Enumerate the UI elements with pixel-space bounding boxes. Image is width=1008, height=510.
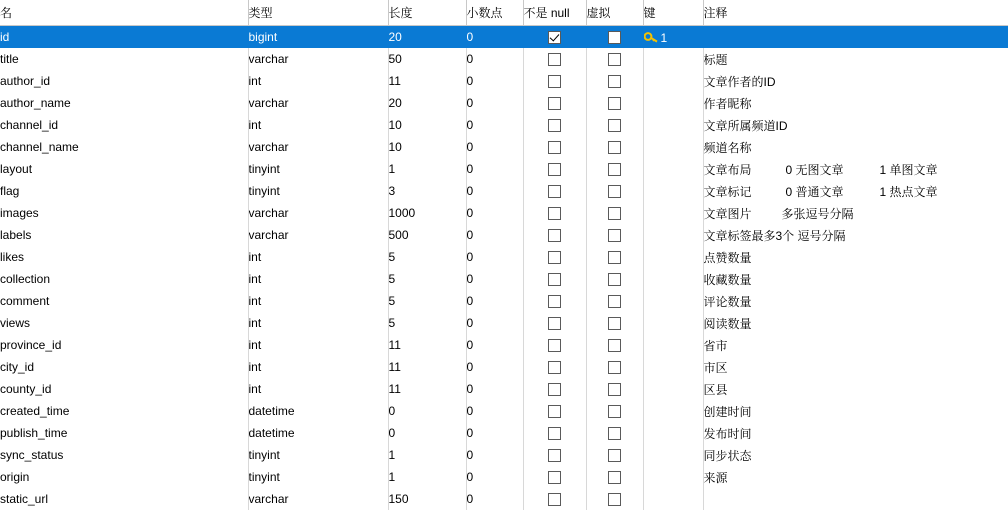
table-row[interactable]	[0, 466, 1008, 488]
cell-virtual-checkbox[interactable]	[586, 488, 643, 510]
checkbox-icon[interactable]	[608, 75, 621, 88]
checkbox-icon[interactable]	[608, 317, 621, 330]
cell-field-name[interactable]: title	[0, 48, 248, 70]
cell-field-type[interactable]: int	[248, 268, 388, 290]
cell-field-decimals[interactable]: 0	[466, 48, 523, 70]
checkbox-icon[interactable]	[608, 119, 621, 132]
cell-field-name[interactable]: id	[0, 26, 248, 49]
table-row[interactable]	[0, 356, 1008, 378]
cell-not-null-checkbox[interactable]	[523, 312, 586, 334]
cell-not-null-checkbox[interactable]	[523, 400, 586, 422]
cell-field-type[interactable]: datetime	[248, 422, 388, 444]
cell-field-type[interactable]: int	[248, 290, 388, 312]
cell-field-length[interactable]: 11	[388, 356, 466, 378]
cell-not-null-checkbox[interactable]	[523, 48, 586, 70]
cell-comment[interactable]	[703, 136, 1008, 158]
table-row[interactable]	[0, 246, 1008, 268]
header-not-null[interactable]: 不是 null	[523, 0, 586, 26]
checkbox-icon[interactable]	[548, 53, 561, 66]
comment-text: 文章标签最多3个 逗号分隔	[704, 229, 846, 243]
cell-field-length[interactable]: 11	[388, 378, 466, 400]
table-row[interactable]	[0, 158, 1008, 180]
comment-text: 标题	[704, 53, 728, 67]
cell-not-null-checkbox[interactable]	[523, 488, 586, 510]
cell-comment[interactable]	[703, 268, 1008, 290]
cell-field-type[interactable]: varchar	[248, 92, 388, 114]
header-key[interactable]: 键	[643, 0, 703, 26]
comment-text: 来源	[704, 471, 728, 485]
comment-text: 评论数量	[704, 295, 752, 309]
cell-field-type[interactable]: tinyint	[248, 180, 388, 202]
comment-text: 文章标记	[704, 185, 752, 199]
grid-header-row	[0, 0, 1008, 26]
cell-field-type[interactable]: varchar	[248, 224, 388, 246]
cell-field-type[interactable]: tinyint	[248, 158, 388, 180]
cell-field-name[interactable]: views	[0, 312, 248, 334]
checkbox-icon[interactable]	[548, 251, 561, 264]
cell-field-length[interactable]: 5	[388, 268, 466, 290]
cell-field-length[interactable]: 11	[388, 70, 466, 92]
cell-field-type[interactable]: int	[248, 70, 388, 92]
cell-comment[interactable]	[703, 246, 1008, 268]
cell-comment[interactable]	[703, 488, 1008, 510]
cell-field-type[interactable]: varchar	[248, 48, 388, 70]
checkbox-icon[interactable]	[608, 31, 621, 44]
cell-virtual-checkbox[interactable]	[586, 26, 643, 49]
cell-field-type[interactable]: int	[248, 246, 388, 268]
cell-field-type[interactable]: int	[248, 334, 388, 356]
cell-field-name[interactable]: collection	[0, 268, 248, 290]
table-row[interactable]	[0, 114, 1008, 136]
checkbox-icon[interactable]	[548, 97, 561, 110]
cell-field-name[interactable]: province_id	[0, 334, 248, 356]
cell-not-null-checkbox[interactable]	[523, 444, 586, 466]
cell-virtual-checkbox[interactable]	[586, 334, 643, 356]
checkbox-icon[interactable]	[608, 273, 621, 286]
cell-comment[interactable]	[703, 158, 1008, 180]
cell-field-name[interactable]: author_id	[0, 70, 248, 92]
cell-field-decimals[interactable]: 0	[466, 488, 523, 510]
checkbox-icon[interactable]	[608, 251, 621, 264]
cell-field-length[interactable]: 500	[388, 224, 466, 246]
cell-field-length[interactable]: 10	[388, 114, 466, 136]
cell-not-null-checkbox[interactable]	[523, 114, 586, 136]
cell-virtual-checkbox[interactable]	[586, 246, 643, 268]
cell-field-name[interactable]: author_name	[0, 92, 248, 114]
cell-not-null-checkbox[interactable]	[523, 70, 586, 92]
header-length[interactable]: 长度	[388, 0, 466, 26]
cell-field-name[interactable]: labels	[0, 224, 248, 246]
checkbox-icon[interactable]	[608, 405, 621, 418]
cell-comment[interactable]	[703, 202, 1008, 224]
cell-field-decimals[interactable]: 0	[466, 224, 523, 246]
cell-key[interactable]	[643, 158, 703, 180]
comment-text: 频道名称	[704, 141, 752, 155]
cell-comment[interactable]	[703, 378, 1008, 400]
cell-key[interactable]	[643, 268, 703, 290]
cell-comment[interactable]	[703, 224, 1008, 246]
checkbox-icon[interactable]	[548, 317, 561, 330]
comment-option-0: 0 普通文章	[786, 183, 844, 200]
comment-option-1: 1 热点文章	[880, 183, 938, 200]
cell-virtual-checkbox[interactable]	[586, 466, 643, 488]
comment-text: 点赞数量	[704, 251, 752, 265]
cell-virtual-checkbox[interactable]	[586, 268, 643, 290]
comment-text: 省市	[704, 339, 728, 353]
cell-not-null-checkbox[interactable]	[523, 466, 586, 488]
comment-text: 文章图片	[704, 207, 752, 221]
table-row[interactable]	[0, 400, 1008, 422]
cell-not-null-checkbox[interactable]	[523, 136, 586, 158]
checkbox-icon[interactable]	[608, 339, 621, 352]
table-row[interactable]	[0, 70, 1008, 92]
checkbox-icon[interactable]	[608, 229, 621, 242]
table-row[interactable]	[0, 202, 1008, 224]
cell-not-null-checkbox[interactable]	[523, 356, 586, 378]
checkbox-icon[interactable]	[548, 163, 561, 176]
table-row[interactable]	[0, 26, 1008, 49]
cell-not-null-checkbox[interactable]	[523, 422, 586, 444]
checkbox-icon[interactable]	[608, 427, 621, 440]
checkbox-icon[interactable]	[608, 361, 621, 374]
cell-field-decimals[interactable]: 0	[466, 136, 523, 158]
checkbox-icon[interactable]	[548, 229, 561, 242]
cell-field-type[interactable]: tinyint	[248, 466, 388, 488]
cell-key[interactable]	[643, 70, 703, 92]
cell-field-type[interactable]: datetime	[248, 400, 388, 422]
comment-option-1: 1 单图文章	[880, 161, 938, 178]
cell-field-name[interactable]: likes	[0, 246, 248, 268]
cell-field-decimals[interactable]: 0	[466, 268, 523, 290]
cell-virtual-checkbox[interactable]	[586, 48, 643, 70]
cell-not-null-checkbox[interactable]	[523, 268, 586, 290]
cell-key[interactable]	[643, 48, 703, 70]
cell-comment[interactable]	[703, 70, 1008, 92]
cell-virtual-checkbox[interactable]	[586, 70, 643, 92]
comment-note: 多张逗号分隔	[782, 205, 854, 222]
cell-field-decimals[interactable]: 0	[466, 466, 523, 488]
checkbox-icon[interactable]	[608, 163, 621, 176]
cell-field-type[interactable]: tinyint	[248, 444, 388, 466]
cell-field-decimals[interactable]: 0	[466, 246, 523, 268]
cell-comment[interactable]	[703, 92, 1008, 114]
cell-field-name[interactable]: static_url	[0, 488, 248, 510]
cell-field-decimals[interactable]: 0	[466, 158, 523, 180]
cell-field-length[interactable]: 20	[388, 92, 466, 114]
cell-key[interactable]	[643, 334, 703, 356]
header-name[interactable]: 名	[0, 0, 248, 26]
checkbox-icon[interactable]	[548, 471, 561, 484]
cell-comment[interactable]	[703, 290, 1008, 312]
cell-field-name[interactable]: created_time	[0, 400, 248, 422]
checkbox-icon[interactable]	[608, 493, 621, 506]
cell-field-length[interactable]: 3	[388, 180, 466, 202]
checkbox-icon[interactable]	[608, 383, 621, 396]
primary-key-icon	[644, 32, 658, 43]
table-row[interactable]	[0, 488, 1008, 510]
checkbox-icon[interactable]	[548, 75, 561, 88]
cell-field-decimals[interactable]: 0	[466, 312, 523, 334]
comment-text: 文章布局	[704, 163, 752, 177]
cell-virtual-checkbox[interactable]	[586, 202, 643, 224]
cell-field-name[interactable]: layout	[0, 158, 248, 180]
table-row[interactable]	[0, 312, 1008, 334]
cell-field-length[interactable]: 11	[388, 334, 466, 356]
cell-field-decimals[interactable]: 0	[466, 290, 523, 312]
cell-field-name[interactable]: images	[0, 202, 248, 224]
cell-field-name[interactable]: flag	[0, 180, 248, 202]
cell-field-decimals[interactable]: 0	[466, 26, 523, 49]
checkbox-icon[interactable]	[608, 53, 621, 66]
cell-field-length[interactable]: 5	[388, 246, 466, 268]
cell-virtual-checkbox[interactable]	[586, 180, 643, 202]
cell-comment[interactable]	[703, 422, 1008, 444]
cell-field-name[interactable]: county_id	[0, 378, 248, 400]
comment-text: 同步状态	[704, 449, 752, 463]
header-virtual[interactable]: 虚拟	[586, 0, 643, 26]
cell-virtual-checkbox[interactable]	[586, 444, 643, 466]
table-row[interactable]	[0, 268, 1008, 290]
cell-field-decimals[interactable]: 0	[466, 70, 523, 92]
cell-field-length[interactable]: 5	[388, 290, 466, 312]
checkbox-icon[interactable]	[548, 449, 561, 462]
cell-field-length[interactable]: 20	[388, 26, 466, 49]
checkbox-icon[interactable]	[608, 97, 621, 110]
cell-field-name[interactable]: channel_name	[0, 136, 248, 158]
cell-field-decimals[interactable]: 0	[466, 334, 523, 356]
checkbox-icon[interactable]	[608, 185, 621, 198]
cell-key[interactable]	[643, 202, 703, 224]
checkbox-icon[interactable]	[608, 207, 621, 220]
checkbox-icon[interactable]	[608, 141, 621, 154]
cell-not-null-checkbox[interactable]	[523, 334, 586, 356]
cell-comment[interactable]	[703, 334, 1008, 356]
cell-key[interactable]	[643, 466, 703, 488]
cell-virtual-checkbox[interactable]	[586, 136, 643, 158]
cell-virtual-checkbox[interactable]	[586, 378, 643, 400]
checkbox-icon[interactable]	[548, 31, 561, 44]
table-row[interactable]	[0, 48, 1008, 70]
header-type[interactable]: 类型	[248, 0, 388, 26]
table-row[interactable]	[0, 92, 1008, 114]
cell-field-length[interactable]: 0	[388, 422, 466, 444]
cell-not-null-checkbox[interactable]	[523, 202, 586, 224]
cell-field-decimals[interactable]: 0	[466, 356, 523, 378]
cell-field-type[interactable]: bigint	[248, 26, 388, 49]
cell-virtual-checkbox[interactable]	[586, 92, 643, 114]
cell-field-name[interactable]: channel_id	[0, 114, 248, 136]
table-row[interactable]	[0, 290, 1008, 312]
cell-field-type[interactable]: int	[248, 114, 388, 136]
comment-text: 发布时间	[704, 427, 752, 441]
cell-field-length[interactable]: 1	[388, 444, 466, 466]
table-row[interactable]	[0, 334, 1008, 356]
checkbox-icon[interactable]	[548, 339, 561, 352]
cell-key[interactable]	[643, 422, 703, 444]
comment-text: 文章所属频道ID	[704, 119, 788, 133]
comment-text: 作者昵称	[704, 97, 752, 111]
checkbox-icon[interactable]	[548, 185, 561, 198]
checkbox-icon[interactable]	[608, 471, 621, 484]
cell-virtual-checkbox[interactable]	[586, 114, 643, 136]
header-decimals[interactable]: 小数点	[466, 0, 523, 26]
cell-not-null-checkbox[interactable]	[523, 246, 586, 268]
cell-virtual-checkbox[interactable]	[586, 290, 643, 312]
cell-field-type[interactable]: varchar	[248, 202, 388, 224]
cell-field-decimals[interactable]: 0	[466, 444, 523, 466]
cell-field-decimals[interactable]: 0	[466, 114, 523, 136]
cell-field-decimals[interactable]: 0	[466, 378, 523, 400]
cell-comment[interactable]	[703, 180, 1008, 202]
cell-key[interactable]	[643, 246, 703, 268]
comment-text: 市区	[704, 361, 728, 375]
cell-field-length[interactable]: 150	[388, 488, 466, 510]
cell-key[interactable]	[643, 356, 703, 378]
cell-virtual-checkbox[interactable]	[586, 400, 643, 422]
cell-field-decimals[interactable]: 0	[466, 92, 523, 114]
comment-option-0: 0 无图文章	[786, 161, 844, 178]
cell-virtual-checkbox[interactable]	[586, 422, 643, 444]
cell-virtual-checkbox[interactable]	[586, 158, 643, 180]
comment-text: 收藏数量	[704, 273, 752, 287]
table-row[interactable]	[0, 444, 1008, 466]
cell-not-null-checkbox[interactable]	[523, 224, 586, 246]
cell-field-type[interactable]: int	[248, 312, 388, 334]
cell-key[interactable]	[643, 290, 703, 312]
cell-not-null-checkbox[interactable]	[523, 180, 586, 202]
cell-field-type[interactable]: int	[248, 378, 388, 400]
checkbox-icon[interactable]	[548, 361, 561, 374]
cell-field-length[interactable]: 50	[388, 48, 466, 70]
table-row[interactable]	[0, 136, 1008, 158]
table-row[interactable]	[0, 224, 1008, 246]
cell-field-type[interactable]: varchar	[248, 488, 388, 510]
cell-field-name[interactable]: comment	[0, 290, 248, 312]
cell-comment[interactable]	[703, 466, 1008, 488]
cell-virtual-checkbox[interactable]	[586, 356, 643, 378]
checkbox-icon[interactable]	[548, 493, 561, 506]
cell-field-decimals[interactable]: 0	[466, 422, 523, 444]
cell-not-null-checkbox[interactable]	[523, 26, 586, 49]
cell-key[interactable]	[643, 444, 703, 466]
cell-virtual-checkbox[interactable]	[586, 224, 643, 246]
cell-not-null-checkbox[interactable]	[523, 158, 586, 180]
cell-key[interactable]	[643, 378, 703, 400]
cell-comment[interactable]	[703, 400, 1008, 422]
comment-text: 创建时间	[704, 405, 752, 419]
cell-field-decimals[interactable]: 0	[466, 202, 523, 224]
comment-text: 区县	[704, 383, 728, 397]
cell-field-length[interactable]: 1000	[388, 202, 466, 224]
cell-field-name[interactable]: origin	[0, 466, 248, 488]
cell-key[interactable]	[643, 312, 703, 334]
key-order-number: 1	[661, 30, 668, 44]
cell-field-name[interactable]: publish_time	[0, 422, 248, 444]
cell-field-name[interactable]: sync_status	[0, 444, 248, 466]
cell-field-length[interactable]: 10	[388, 136, 466, 158]
comment-text: 文章作者的ID	[704, 75, 776, 89]
comment-text: 阅读数量	[704, 317, 752, 331]
checkbox-icon[interactable]	[548, 119, 561, 132]
cell-comment[interactable]	[703, 114, 1008, 136]
cell-comment[interactable]	[703, 444, 1008, 466]
cell-field-name[interactable]: city_id	[0, 356, 248, 378]
cell-field-decimals[interactable]: 0	[466, 180, 523, 202]
checkbox-icon[interactable]	[608, 449, 621, 462]
checkbox-icon[interactable]	[548, 405, 561, 418]
cell-not-null-checkbox[interactable]	[523, 378, 586, 400]
cell-comment[interactable]	[703, 312, 1008, 334]
cell-key[interactable]	[643, 136, 703, 158]
cell-field-length[interactable]: 1	[388, 158, 466, 180]
grid-body[interactable]	[0, 26, 1008, 510]
table-row[interactable]	[0, 422, 1008, 444]
header-comment[interactable]: 注释	[703, 0, 1008, 26]
cell-comment[interactable]	[703, 356, 1008, 378]
cell-comment[interactable]	[703, 48, 1008, 70]
checkbox-icon[interactable]	[548, 273, 561, 286]
cell-field-decimals[interactable]: 0	[466, 400, 523, 422]
cell-virtual-checkbox[interactable]	[586, 312, 643, 334]
table-row[interactable]	[0, 378, 1008, 400]
cell-field-length[interactable]: 0	[388, 400, 466, 422]
cell-key[interactable]	[643, 400, 703, 422]
cell-field-type[interactable]: int	[248, 356, 388, 378]
cell-field-length[interactable]: 1	[388, 466, 466, 488]
checkbox-icon[interactable]	[548, 383, 561, 396]
checkbox-icon[interactable]	[608, 295, 621, 308]
table-row[interactable]	[0, 180, 1008, 202]
cell-field-type[interactable]: varchar	[248, 136, 388, 158]
checkbox-icon[interactable]	[548, 141, 561, 154]
cell-key[interactable]	[643, 488, 703, 510]
cell-not-null-checkbox[interactable]	[523, 92, 586, 114]
cell-not-null-checkbox[interactable]	[523, 290, 586, 312]
cell-key[interactable]	[643, 224, 703, 246]
cell-key[interactable]	[643, 92, 703, 114]
cell-key[interactable]	[643, 180, 703, 202]
checkbox-icon[interactable]	[548, 295, 561, 308]
checkbox-icon[interactable]	[548, 427, 561, 440]
cell-key[interactable]	[643, 26, 703, 49]
cell-key[interactable]	[643, 114, 703, 136]
cell-comment[interactable]	[703, 26, 1008, 49]
checkbox-icon[interactable]	[548, 207, 561, 220]
cell-field-length[interactable]: 5	[388, 312, 466, 334]
